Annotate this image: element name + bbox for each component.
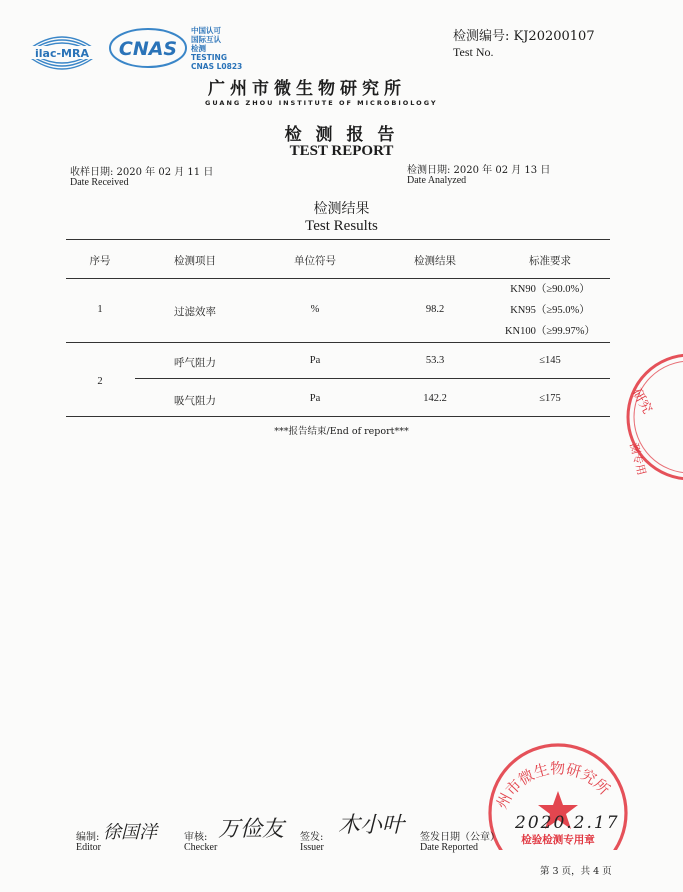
editor-label-en: Editor (76, 842, 101, 853)
svg-text:ilac-MRA: ilac-MRA (35, 47, 89, 60)
editor-label-cn: 编制: (76, 832, 100, 843)
checker-signature: 万俭友 (218, 817, 285, 842)
date-reported-label-cn: 签发日期（公章） (420, 832, 500, 843)
header-unit: 单位符号 (294, 255, 336, 267)
header-standard: 标准要求 (529, 255, 571, 267)
issuer-label-cn: 签发: (300, 832, 324, 843)
row1-standard-kn90: KN90（≥90.0%） (510, 284, 590, 295)
svg-text:CNAS: CNAS (118, 38, 178, 60)
row1-unit: % (310, 304, 320, 315)
issuer-label-en: Issuer (300, 842, 324, 853)
test-no-en: Test No. (453, 45, 494, 59)
row1-result: 98.2 (425, 304, 445, 315)
table-rule-header (66, 278, 610, 279)
svg-text:检验检测专用章: 检验检测专用章 (521, 834, 595, 846)
row2a-unit: Pa (309, 355, 321, 366)
row1-standard-kn95: KN95（≥95.0%） (510, 305, 590, 316)
institute-name-cn: 广州市微生物研究所 (208, 79, 406, 99)
report-title-en: TEST REPORT (289, 143, 394, 159)
institute-name-en: GUANG ZHOU INSTITUTE OF MICROBIOLOGY (205, 99, 438, 107)
checker-label-cn: 审核: (184, 832, 208, 843)
date-analyzed-en: Date Analyzed (407, 175, 467, 186)
test-no-cn: 检测编号: KJ20200107 (453, 29, 595, 44)
results-title-en: Test Results (305, 218, 378, 234)
ilac-mra-logo (22, 26, 102, 78)
table-rule-top (66, 239, 610, 240)
row1-item: 过滤效率 (174, 306, 216, 318)
date-received-en: Date Received (70, 177, 129, 188)
svg-text:研究: 研究 (628, 386, 655, 417)
row2b-item: 吸气阻力 (174, 395, 216, 407)
checker-label-en: Checker (184, 842, 218, 853)
row2a-item: 呼气阻力 (174, 357, 216, 369)
seal-stamp-right (612, 352, 683, 482)
table-rule-row2-split (135, 378, 610, 379)
svg-text:测专用: 测专用 (627, 441, 649, 477)
date-received-cn: 收样日期: 2020 年 02 月 11 日 (70, 167, 214, 178)
row1-standard-kn100: KN100（≥99.97%） (504, 326, 596, 337)
header-result: 检测结果 (414, 255, 456, 267)
results-title-cn: 检测结果 (313, 201, 370, 217)
editor-signature: 徐国洋 (103, 822, 157, 843)
row1-no: 1 (97, 304, 103, 315)
date-reported-label-en: Date Reported (420, 842, 479, 853)
row2b-result: 142.2 (423, 393, 447, 404)
row2a-standard: ≤145 (539, 355, 561, 366)
row2-no: 2 (97, 376, 103, 387)
page-number: 第 3 页，共 4 页 (540, 866, 612, 877)
report-title-cn: 检 测 报 告 (284, 125, 399, 145)
row2b-standard: ≤175 (539, 393, 561, 404)
header-item: 检测项目 (174, 255, 216, 267)
date-analyzed-cn: 检测日期: 2020 年 02 月 13 日 (407, 165, 551, 176)
date-reported-handwritten: 2020.2.17 (515, 813, 620, 833)
svg-text:州市微生物研究所: 州市微生物研究所 (492, 759, 614, 812)
accreditation-text: 中国认可 国际互认 检测 TESTING CNAS L0823 (191, 26, 243, 71)
table-rule-bottom (66, 416, 610, 417)
end-of-report: ***报告结束/End of report*** (274, 426, 409, 437)
cnas-logo (108, 27, 188, 69)
row2a-result: 53.3 (425, 355, 445, 366)
issuer-signature: 木小叶 (338, 813, 405, 838)
header-no: 序号 (89, 255, 111, 267)
table-rule-row1 (66, 342, 610, 343)
row2b-unit: Pa (309, 393, 321, 404)
